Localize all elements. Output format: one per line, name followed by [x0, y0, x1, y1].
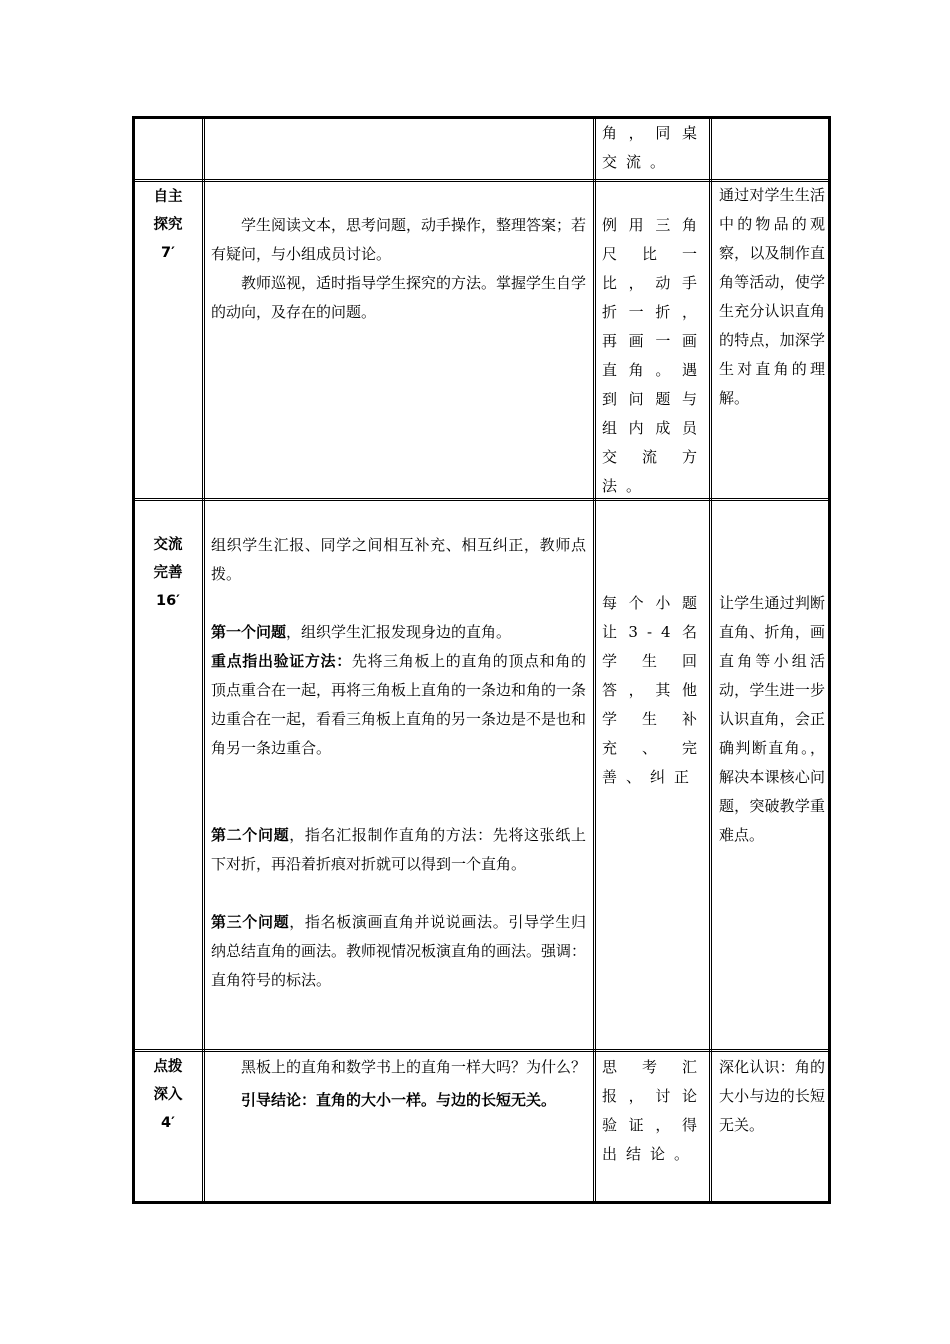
column-divider: [593, 119, 596, 1201]
row0-activity: 角，同桌交流。: [602, 124, 706, 171]
stage-label: 自主: [153, 189, 183, 205]
row1-intent: 通过对学生生活中的物品的观察，以及制作直角等活动，使学生充分认识直角的特点，加深学生对直角的理解。: [719, 186, 825, 407]
stage-time: 7′: [161, 245, 175, 261]
question-3-text: ，指名板演画直角并说说画法。引导学生归纳总结直角的画法。教师视情况板演直角的画法。强调：直角符号的标法。: [211, 913, 587, 989]
key-method-label: 重点指出验证方法：: [211, 652, 352, 670]
row3-intent: 深化认识：角的大小与边的长短无关。: [719, 1058, 825, 1134]
row3-activity: 思考汇报，讨论验证，得出结论。: [602, 1058, 706, 1163]
question-1-label: 第一个问题: [211, 623, 287, 641]
process-paragraph: 黑板上的直角和数学书上的直角一样大吗？为什么？: [241, 1058, 587, 1076]
row1-activity: 例用三角尺比一比，动手折一折，再画一画直角。遇到问题与组内成员交流方法。: [602, 216, 706, 495]
lesson-plan-table: [132, 116, 831, 1204]
row2-activity: 每个小题让3-4名学生回答，其他学生补充、完善、纠正: [602, 594, 706, 786]
question-3-label: 第三个问题: [211, 913, 290, 931]
row2-stage: [135, 531, 201, 615]
question-1-text: ，组织学生汇报发现身边的直角。: [286, 623, 512, 641]
process-intro: 组织学生汇报、同学之间相互补充、相互纠正，教师点拨。: [211, 536, 586, 583]
stage-label: 点拨: [153, 1059, 183, 1075]
row3-stage: [135, 1053, 201, 1137]
conclusion: [211, 1086, 586, 1115]
row-divider: [135, 498, 828, 501]
stage-time: 4′: [161, 1115, 175, 1131]
row2-process: [211, 531, 586, 995]
question-2-text: ，指名汇报制作直角的方法：先将这张纸上下对折，再沿着折痕对折就可以得到一个直角。: [211, 826, 586, 873]
key-method-text: 先将三角板上的直角的顶点和角的顶点重合在一起，再将三角板上直角的一条边和角的一条边重合在一起，看看三角板上直角的另一条边是不是也和角另一条边重合。: [211, 652, 587, 757]
row2-intent: 让学生通过判断直角、折角，画直角等小组活动，学生进一步认识直角，会正确判断直角。，解决本课核心问题，突破教学重难点。: [719, 594, 825, 844]
process-paragraph: 教师巡视，适时指导学生探究的方法。掌握学生自学的动向，及存在的问题。: [211, 274, 587, 321]
process-paragraph: 学生阅读文本，思考问题，动手操作，整理答案；若有疑问，与小组成员讨论。: [211, 216, 587, 263]
row3-process: [211, 1053, 586, 1115]
stage-time: 16′: [155, 593, 180, 609]
question-2-label: 第二个问题: [211, 826, 290, 844]
row-divider: [135, 1049, 828, 1052]
question-3: [211, 908, 586, 995]
stage-label: 深入: [153, 1087, 183, 1103]
key-method: [211, 647, 586, 763]
row1-process: [211, 211, 586, 327]
column-divider: [202, 119, 205, 1201]
question-2: [211, 821, 586, 879]
conclusion-text: 引导结论：直角的大小一样。与边的长短无关。: [241, 1091, 557, 1109]
row1-stage: [135, 183, 201, 267]
stage-label: 交流: [153, 537, 183, 553]
stage-label: 探究: [153, 217, 183, 233]
question-1: [211, 618, 586, 647]
column-divider: [709, 119, 712, 1201]
stage-label: 完善: [153, 565, 183, 581]
